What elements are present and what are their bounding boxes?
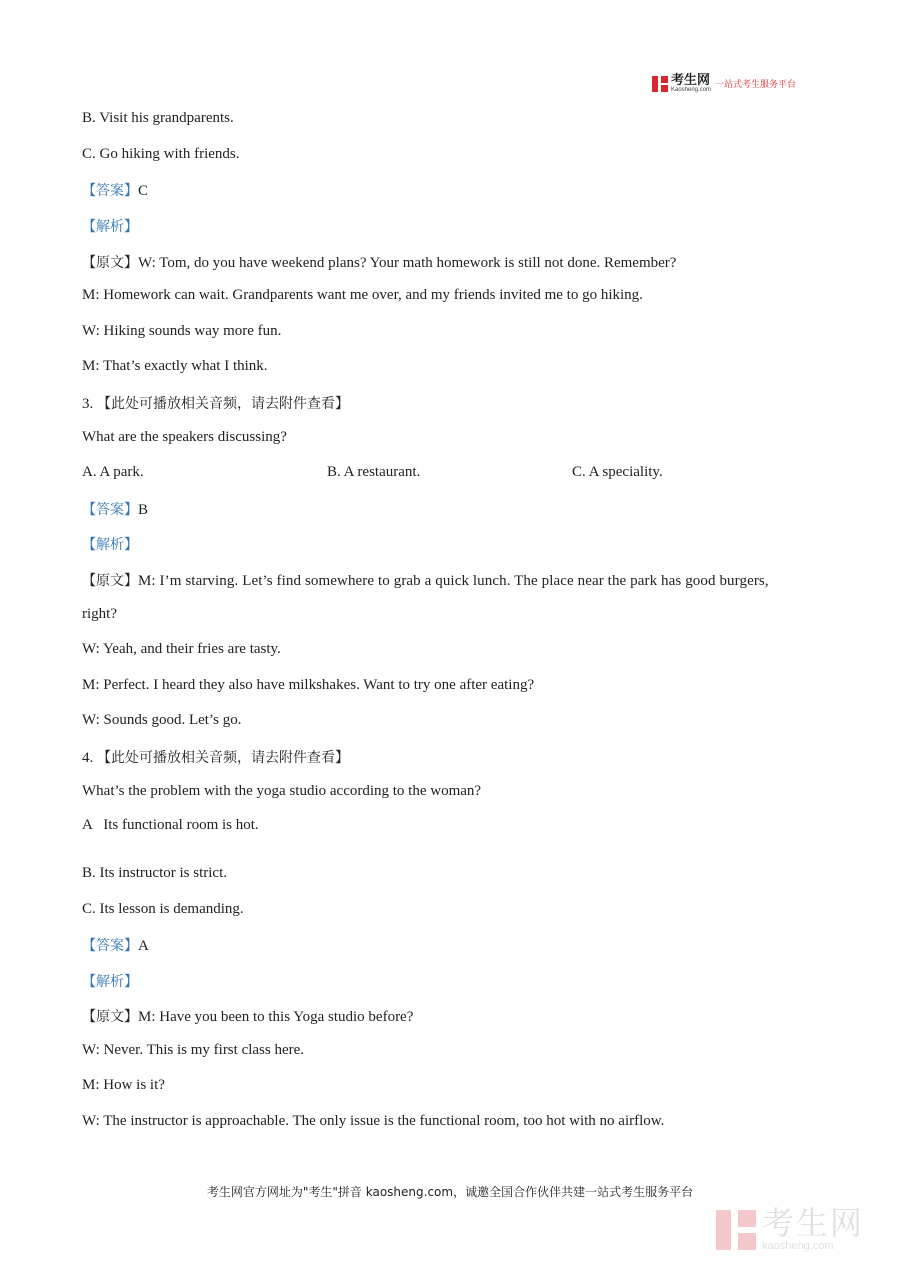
dialogue-line: M: How is it? [82,1077,165,1093]
option-c-q2: C. Go hiking with friends. [82,146,240,162]
original-text: M: I’m starving. Let’s find somewhere to grab a quick lunch. The place near the park has good burgers, [138,573,769,589]
dialogue-line: W: Yeah, and their fries are tasty. [82,641,281,657]
dialogue-line: W: The instructor is approachable. The only issue is the functional room, too hot with no airflow. [82,1113,665,1129]
original-q3-cont: right? [82,606,117,622]
explanation-q2 [82,216,138,236]
original-q3 [82,570,769,590]
option-b-q4: B. Its instructor is strict. [82,865,227,881]
dialogue-line: W: Hiking sounds way more fun. [82,323,282,339]
original-text: M: Have you been to this Yoga studio before? [138,1009,414,1025]
watermark-cn: 考生网 [762,1204,865,1242]
dialogue-line: M: Perfect. I heard they also have milkshakes. Want to try one after eating? [82,677,535,693]
option-a-q4: A Its functional room is hot. [82,817,259,833]
logo-cn: 考生网 [671,73,711,88]
question-number: 3. [82,396,94,412]
explanation-tag: 【解析】 [82,219,138,235]
option-a-q3: A. A park. [82,464,144,480]
explanation-tag: 【解析】 [82,537,138,553]
question-4-header [82,747,349,767]
answer-q3 [82,499,148,519]
watermark-en: kaosheng.com [762,1240,834,1252]
question-4-text: What’s the problem with the yoga studio according to the woman? [82,783,482,799]
option-c-q4: C. Its lesson is demanding. [82,901,244,917]
original-q2 [82,252,676,272]
answer-value: B [138,502,149,518]
original-text: W: Tom, do you have weekend plans? Your math homework is still not done. Remember? [138,255,677,271]
answer-value: C [138,183,149,199]
original-tag: 【原文】 [82,573,138,589]
option-c-q3: C. A speciality. [572,464,663,480]
question-3-text: What are the speakers discussing? [82,429,287,445]
original-tag: 【原文】 [82,1009,138,1025]
logo-icon [652,76,668,92]
answer-tag: 【答案】 [82,502,138,518]
option-b-q2: B. Visit his grandparents. [82,110,234,126]
logo-en: Kaosheng.com [671,87,712,93]
dialogue-line: W: Sounds good. Let’s go. [82,712,242,728]
original-tag: 【原文】 [82,255,138,271]
explanation-tag: 【解析】 [82,974,138,990]
dialogue-line: W: Never. This is my first class here. [82,1042,305,1058]
question-3-header [82,393,349,413]
watermark-icon [716,1210,756,1250]
explanation-q3 [82,534,138,554]
dialogue-line: M: Homework can wait. Grandparents want me over, and my friends invited me to go hiking. [82,287,643,303]
answer-q4 [82,935,149,955]
option-b-q3: B. A restaurant. [327,464,421,480]
answer-value: A [138,938,149,954]
original-q4 [82,1006,413,1026]
answer-tag: 【答案】 [82,938,138,954]
logo-slogan: 一站式考生服务平台 [715,80,797,90]
answer-q2 [82,180,148,200]
audio-note: 【此处可播放相关音频，请去附件查看】 [97,396,349,412]
explanation-q4 [82,971,138,991]
footer-text: 考生网官方网址为"考生"拼音 kaosheng.com，诚邀全国合作伙伴共建一站式考生服务平台 [206,1185,694,1199]
audio-note: 【此处可播放相关音频，请去附件查看】 [97,750,349,766]
watermark-logo [716,1204,865,1252]
header-logo [652,74,796,93]
dialogue-line: M: That’s exactly what I think. [82,358,268,374]
question-number: 4. [82,750,94,766]
answer-tag: 【答案】 [82,183,138,199]
